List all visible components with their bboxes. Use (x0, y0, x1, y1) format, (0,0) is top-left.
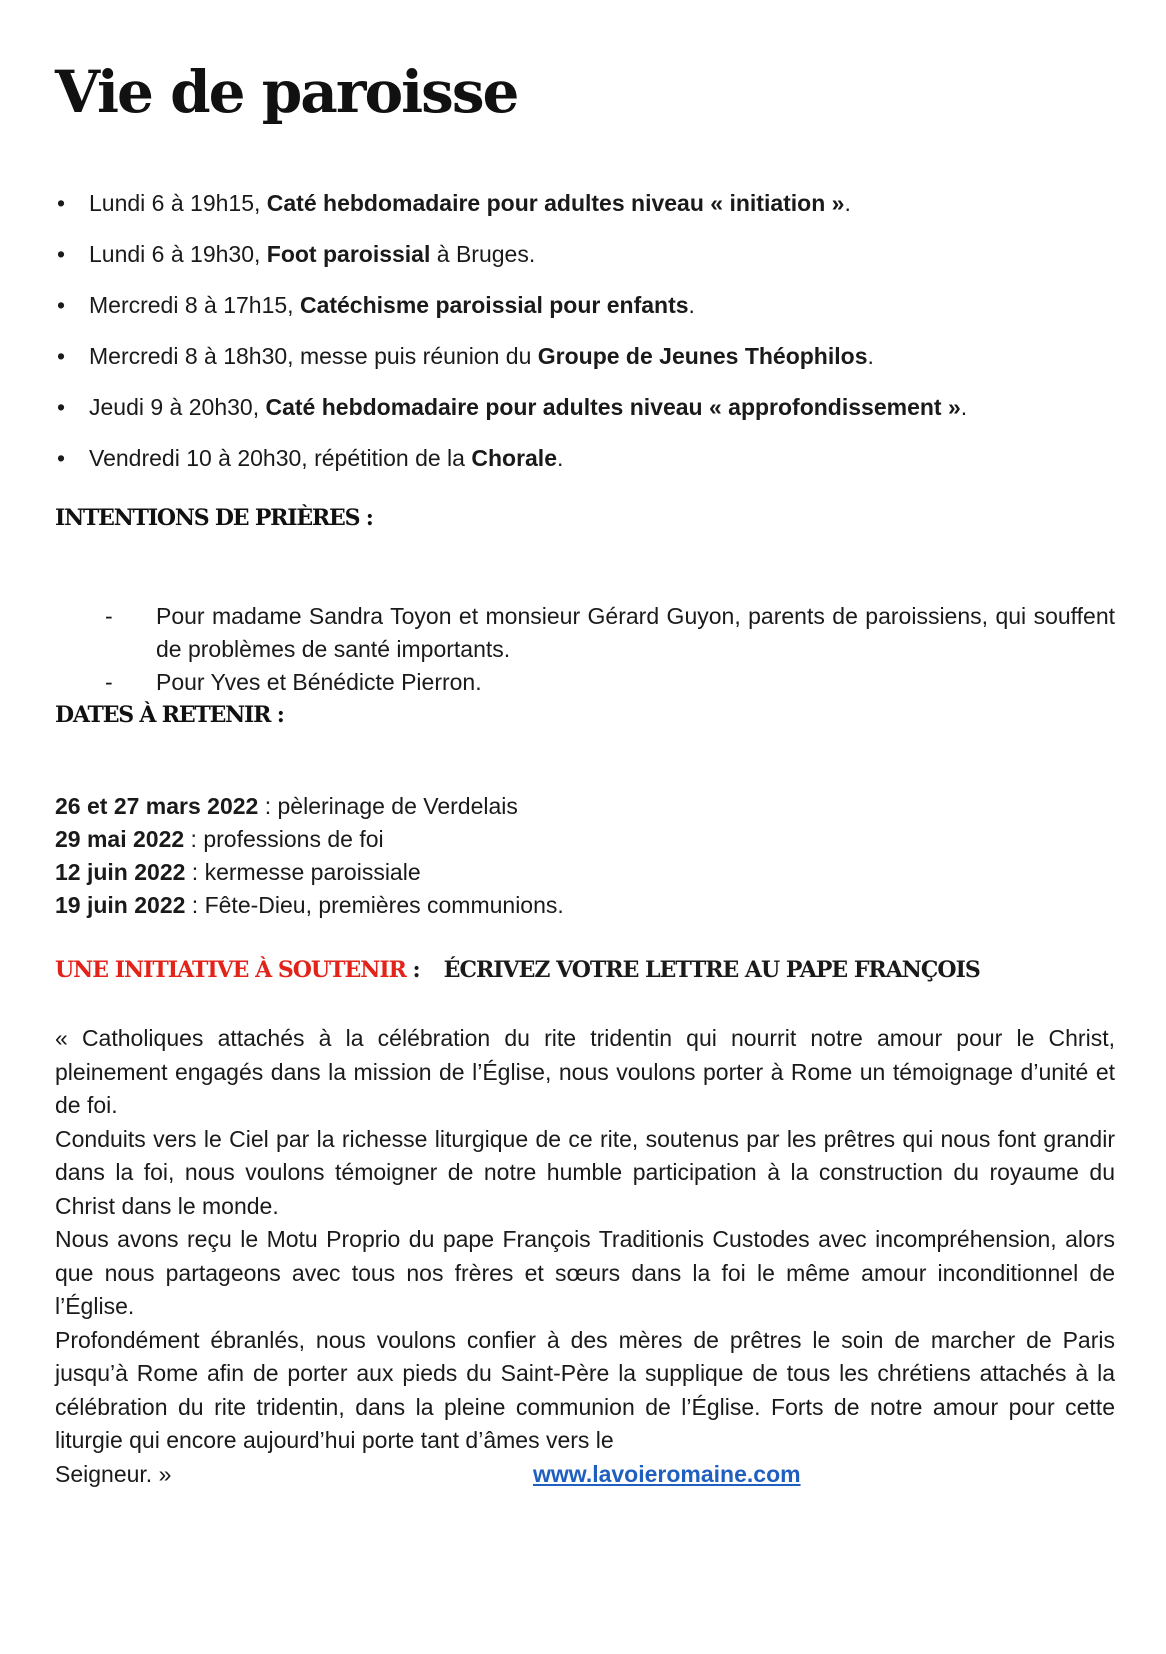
event-text: Mercredi 8 à 18h30, messe puis réunion du (89, 343, 538, 369)
list-item (55, 392, 1115, 443)
dash-icon: - (105, 603, 113, 629)
list-item (55, 856, 564, 889)
intention-text: Pour madame Sandra Toyon et monsieur Gérard Guyon, parents de paroissiens, qui souffent de problèmes de santé importants. (156, 603, 1115, 662)
letter-closing-line (55, 1458, 1115, 1492)
bullet-icon: • (57, 241, 66, 267)
event-title: Catéchisme paroissial pour enfants (299, 292, 689, 318)
initiative-label: UNE INITIATIVE À SOUTENIR (55, 957, 406, 983)
bullet-icon: • (57, 394, 66, 420)
date-value: 12 juin 2022 (55, 859, 186, 885)
date-description: : kermesse paroissiale (185, 859, 421, 885)
bullet-icon: • (57, 190, 66, 216)
initiative-heading (55, 957, 980, 983)
dates-list (55, 790, 564, 922)
intentions-heading: INTENTIONS DE PRIÈRES : (55, 505, 373, 531)
date-description: : Fête-Dieu, premières communions. (185, 892, 564, 918)
event-title: Caté hebdomadaire pour adultes niveau « approfondissement » (265, 394, 961, 420)
list-item (55, 239, 1115, 290)
event-text: Lundi 6 à 19h30, (89, 241, 267, 267)
event-text: Mercredi 8 à 17h15, (89, 292, 300, 318)
initiative-title: ÉCRIVEZ VOTRE LETTRE AU PAPE FRANÇOIS (443, 957, 980, 983)
events-list (55, 188, 1115, 494)
event-text: Lundi 6 à 19h15, (89, 190, 267, 216)
date-value: 26 et 27 mars 2022 (55, 793, 259, 819)
list-item (55, 889, 564, 922)
website-link[interactable]: www.lavoieromaine.com (533, 1460, 801, 1487)
event-text: Vendredi 10 à 20h30, répétition de la (89, 445, 472, 471)
event-text: Jeudi 9 à 20h30, (89, 394, 266, 420)
event-end: à Bruges. (430, 241, 536, 267)
initiative-colon: : (405, 957, 420, 983)
list-item (55, 443, 1115, 494)
event-title: Caté hebdomadaire pour adultes niveau « initiation » (266, 190, 845, 216)
dates-heading: DATES À RETENIR : (55, 702, 284, 728)
dash-icon: - (105, 669, 113, 695)
letter-paragraph: Nous avons reçu le Motu Proprio du pape François Traditionis Custodes avec incompréhension, alors que nous partageons avec tous nos frères et sœurs dans la foi le même amour inconditionnel de l’Église. (55, 1226, 1115, 1319)
event-end: . (557, 445, 564, 471)
list-item (55, 600, 1115, 666)
list-item (55, 290, 1115, 341)
letter-closing: Seigneur. » (55, 1460, 172, 1487)
date-description: : professions de foi (184, 826, 384, 852)
date-value: 19 juin 2022 (55, 892, 186, 918)
bullet-icon: • (57, 292, 66, 318)
list-item (55, 666, 1115, 699)
intention-text: Pour Yves et Bénédicte Pierron. (156, 669, 482, 695)
date-description: : pèlerinage de Verdelais (258, 793, 518, 819)
event-title: Foot paroissial (266, 241, 431, 267)
event-end: . (867, 343, 874, 369)
event-title: Chorale (471, 445, 557, 471)
list-item (55, 341, 1115, 392)
date-value: 29 mai 2022 (55, 826, 185, 852)
letter-paragraph: Profondément ébranlés, nous voulons confier à des mères de prêtres le soin de marcher de Paris jusqu’à Rome afin de porter aux pieds du Saint-Père la supplique de tous les chrétiens attachés à la célébration du rite tridentin, dans la pleine communion de l’Église. Forts de notre amour pour cette liturgie qui encore aujourd’hui porte tant d’âmes vers le (55, 1326, 1115, 1453)
event-end: . (960, 394, 968, 420)
list-item (55, 790, 564, 823)
intentions-list (55, 600, 1115, 699)
letter-paragraph: « Catholiques attachés à la célébration du rite tridentin qui nourrit notre amour pour le Christ, pleinement engagés dans la mission de l’Église, nous voulons porter à Rome un témoignage d’unité et de foi. (55, 1025, 1115, 1118)
event-end: . (688, 292, 695, 318)
list-item (55, 188, 1115, 239)
list-item (55, 823, 564, 856)
letter-paragraph: Conduits vers le Ciel par la richesse liturgique de ce rite, soutenus par les prêtres qui nous font grandir dans la foi, nous voulons témoigner de notre humble participation à la construction du royaume du Christ dans le monde. (55, 1125, 1115, 1219)
page-title: Vie de paroisse (55, 58, 518, 126)
bullet-icon: • (57, 343, 66, 369)
letter-text (55, 1022, 1115, 1491)
event-end: . (844, 190, 851, 216)
event-title: Groupe de Jeunes Théophilos (537, 343, 868, 369)
bullet-icon: • (57, 445, 66, 471)
